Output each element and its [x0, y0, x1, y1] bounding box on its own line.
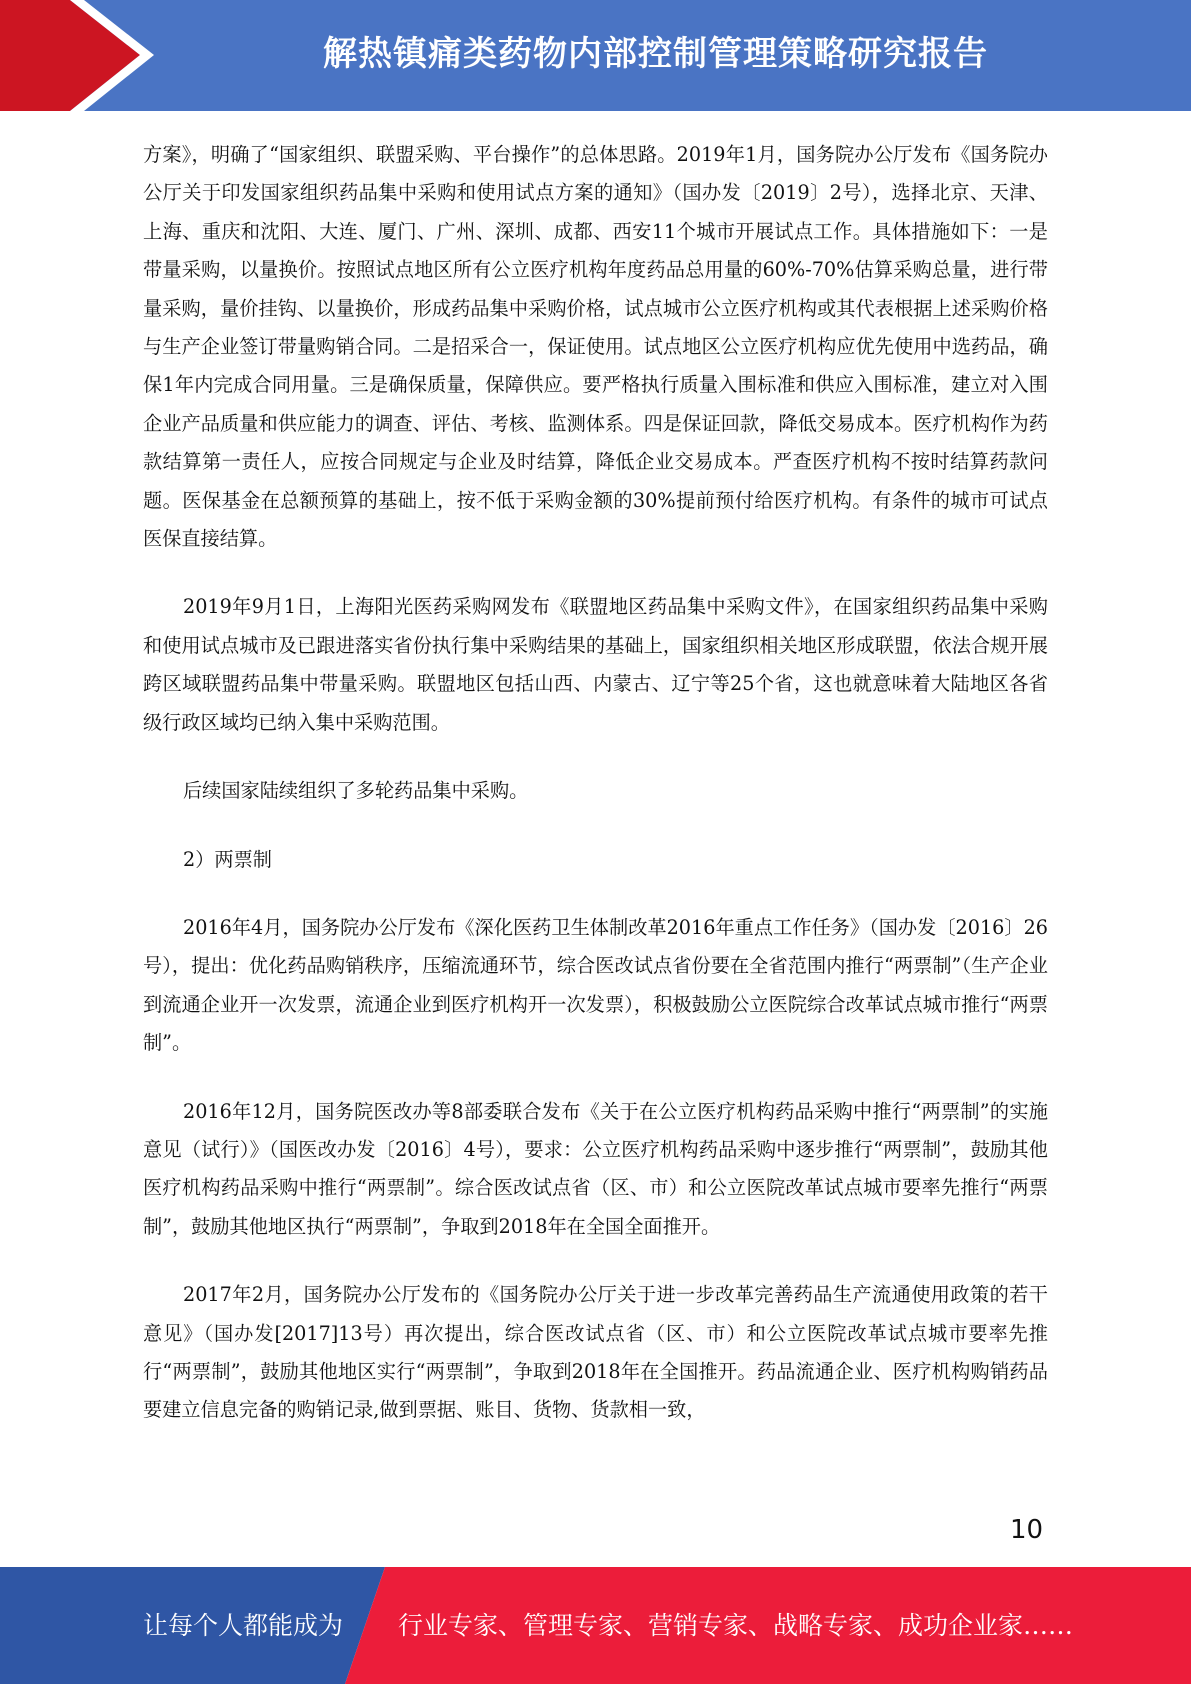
paragraph-2016-april: 2016年4月，国务院办公厅发布《深化医药卫生体制改革2016年重点工作任务》（国办发〔2016〕26号），提出：优化药品购销秩序，压缩流通环节，综合医改试点省份要在全省范围内推行“两票制”（生产企业到流通企业开一次发票，流通企业到医疗机构开一次发票），积极鼓励公立医院综合改革试点城市推行“两票制”。 [143, 915, 1048, 1055]
page-number: 10 [1010, 1515, 1044, 1545]
paragraph-2017-february: 2017年2月，国务院办公厅发布的《国务院办公厅关于进一步改革完善药品生产流通使用政策的若干意见》（国办发[2017]13号）再次提出，综合医改试点省（区、市）和公立医院改革试点城市要率先推行“两票制”，鼓励其他地区实行“两票制”，争取到2018年在全国推开。药品流通企业、医疗机构购销药品要建立信息完备的购销记录,做到票据、账目、货物、货款相一致， [143, 1283, 1048, 1422]
section-heading-two-invoice: 2）两票制 [183, 847, 272, 871]
paragraph-collection-policy: 方案》，明确了“国家组织、联盟采购、平台操作”的总体思路。2019年1月，国务院办公厅发布《国务院办公厅关于印发国家组织药品集中采购和使用试点方案的通知》（国办发〔2019〕2号），选择北京、天津、上海、重庆和沈阳、大连、厦门、广州、深圳、成都、西安11个城市开展试点工作。具体措施如下：一是带量采购，以量换价。按照试点地区所有公立医疗机构年度药品总用量的60%-70%估算采购总量，进行带量采购，量价挂钩、以量换价，形成药品集中采购价格，试点城市公立医疗机构或其代表根据上述采购价格与生产企业签订带量购销合同。二是招采合一，保证使用。试点地区公立医疗机构应优先使用中选药品，确保1年内完成合同用量。三是确保质量，保障供应。要严格执行质量入围标准和供应入围标准，建立对入围企业产品质量和供应能力的调查、评估、考核、监测体系。四是保证回款，降低交易成本。医疗机构作为药款结算第一责任人，应按合同规定与企业及时结算，降低企业交易成本。严查医疗机构不按时结算药款问题。医保基金在总额预算的基础上，按不低于采购金额的30%提前预付给医疗机构。有条件的城市可试点医保直接结算。 [143, 143, 1048, 551]
chevron-arrow-icon [0, 0, 160, 111]
footer-slogan-text: 行业专家、管理专家、营销专家、战略专家、成功企业家…… [398, 1611, 1074, 1640]
footer-lead-text: 让每个人都能成为 [143, 1611, 344, 1640]
paragraph-2016-december: 2016年12月，国务院医改办等8部委联合发布《关于在公立医疗机构药品采购中推行“两票制”的实施意见（试行）》（国医改办发〔2016〕4号），要求：公立医疗机构药品采购中逐步推行“两票制”，鼓励其他医疗机构药品采购中推行“两票制”。综合医改试点省（区、市）和公立医院改革试点城市要率先推行“两票制”，鼓励其他地区执行“两票制”，争取到2018年在全国全面推开。 [143, 1099, 1048, 1238]
page-footer [0, 1567, 1191, 1684]
paragraph-alliance-procurement: 2019年9月1日，上海阳光医药采购网发布《联盟地区药品集中采购文件》，在国家组织药品集中采购和使用试点城市及已跟进落实省份执行集中采购结果的基础上，国家组织相关地区形成联盟，依法合规开展跨区域联盟药品集中带量采购。联盟地区包括山西、内蒙古、辽宁等25个省，这也就意味着大陆地区各省级行政区域均已纳入集中采购范围。 [143, 595, 1048, 734]
paragraph-follow-up: 后续国家陆续组织了多轮药品集中采购。 [183, 779, 529, 803]
body-text [143, 136, 1048, 1430]
page-header [0, 0, 1191, 111]
report-title: 解热镇痛类药物内部控制管理策略研究报告 [323, 34, 988, 74]
